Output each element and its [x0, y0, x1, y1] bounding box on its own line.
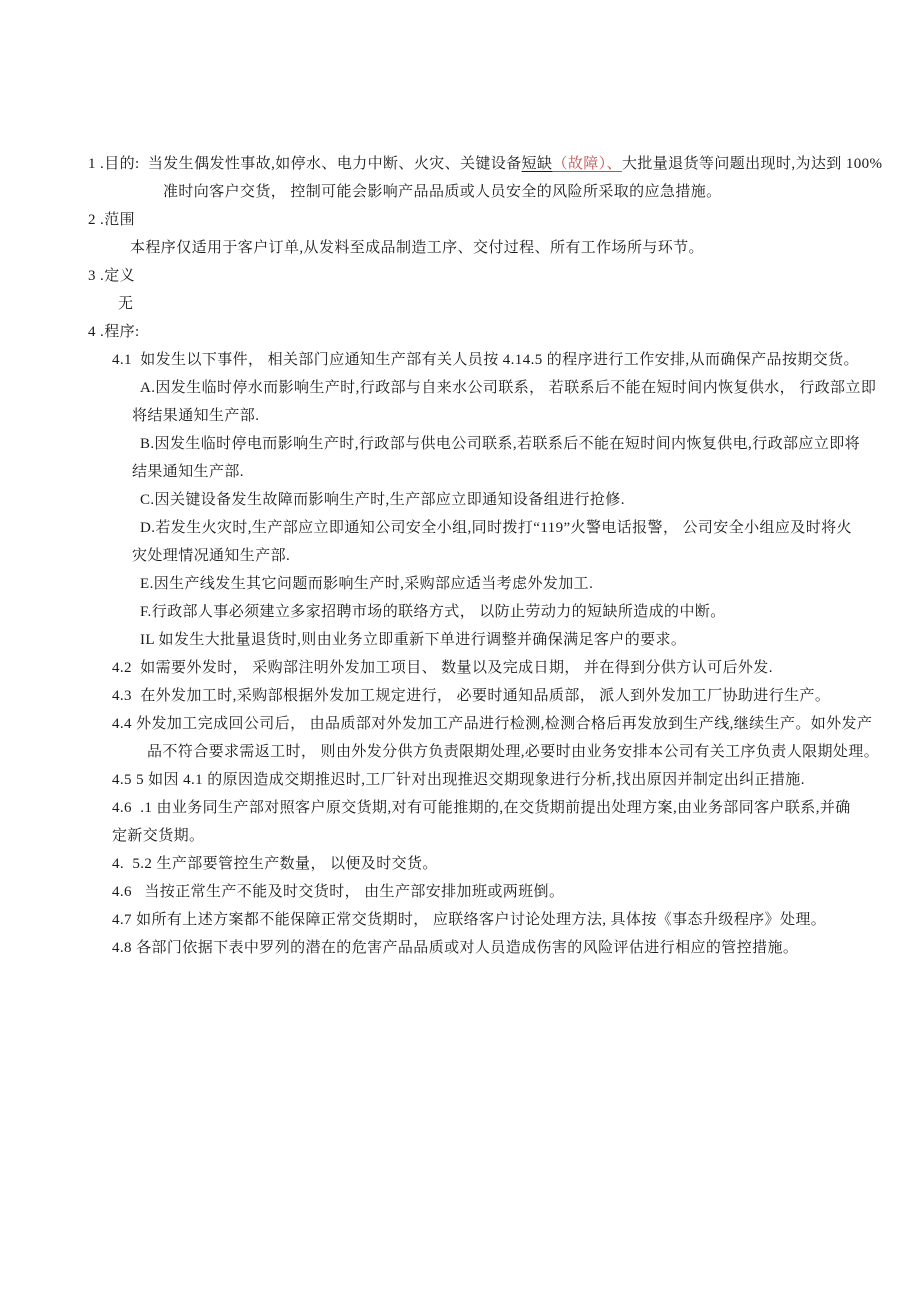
- item-4-1-d: D.若发生火灾时,生产部应立即通知公司安全小组,同时拨打“119”火警电话报警， 公司安全小组应及时将火: [140, 520, 852, 536]
- sec-4-procedure-heading: 4 .程序:: [88, 324, 140, 340]
- sec-3-definition-heading: 3 .定义: [88, 268, 136, 284]
- item-4-6: 4.6 当按正常生产不能及时交货时， 由生产部安排加班或两班倒。: [112, 884, 565, 900]
- item-4-6-1-cont: 定新交货期。: [112, 828, 205, 844]
- item-4-1-a-cont: 将结果通知生产部.: [132, 408, 260, 424]
- purpose-tail-text: 大批量退货等问题出现时,为达到 100%: [621, 156, 883, 172]
- item-4-1-a: A.因发生临时停水而影响生产时,行政部与自来水公司联系， 若联系后不能在短时间内恢复供水， 行政部立即: [140, 380, 877, 396]
- item-4-2: 4.2 如需要外发时， 采购部注明外发加工项目、 数量以及完成日期， 并在得到分供方认可后外发.: [112, 660, 773, 676]
- item-4-1-f: F.行政部人事必须建立多家招聘市场的联络方式， 以防止劳动力的短缺所造成的中断。: [140, 604, 726, 620]
- item-4-1-il: IL 如发生大批量退货时,则由业务立即重新下单进行调整并确保满足客户的要求。: [140, 632, 687, 648]
- item-4-1-b-cont: 结果通知生产部.: [132, 464, 244, 480]
- item-4-5-5: 4.5 5 如因 4.1 的原因造成交期推迟时,工厂针对出现推迟交期现象进行分析,找出原因并制定出纠正措施.: [112, 772, 805, 788]
- sec-1-purpose-heading: [0, 150, 920, 178]
- sec-3-definition-body: 无: [118, 296, 134, 312]
- item-4-3: 4.3 在外发加工时,采购部根据外发加工规定进行， 必要时通知品质部， 派人到外发加工厂协助进行生产。: [112, 688, 831, 704]
- item-4-1-e: E.因生产线发生其它问题而影响生产时,采购部应适当考虑外发加工.: [140, 576, 594, 592]
- fault-red-underlined-text: （故障）、: [552, 156, 622, 172]
- sec-1-purpose-cont: 准时向客户交货， 控制可能会影响产品品质或人员安全的风险所采取的应急措施。: [163, 184, 722, 200]
- sec-2-scope-body: 本程序仅适用于客户订单,从发料至成品制造工序、交付过程、所有工作场所与环节。: [130, 240, 704, 256]
- item-4-6-1: 4.6 .1 由业务同生产部对照客户原交货期,对有可能推期的,在交货期前提出处理方案,由业务部同客户联系,并确: [112, 800, 851, 816]
- item-4-7: 4.7 如所有上述方案都不能保障正常交货期时， 应联络客户讨论处理方法, 具体按《事态升级程序》处理。: [112, 912, 827, 928]
- item-4-4: 4.4 外发加工完成回公司后， 由品质部对外发加工产品进行检测,检测合格后再发放到生产线,继续生产。如外发产: [112, 716, 873, 732]
- item-4-1: 4.1 如发生以下事件， 相关部门应通知生产部有关人员按 4.14.5 的程序进行工作安排,从而确保产品按期交货。: [112, 352, 859, 368]
- shortage-underlined-text: 短缺: [521, 156, 553, 172]
- item-4-4-cont: 品不符合要求需返工时， 则由外发分供方负责限期处理,必要时由业务安排本公司有关工序负责人限期处理。: [147, 744, 880, 760]
- item-4-1-d-cont: 灾处理情况通知生产部.: [132, 548, 291, 564]
- item-4-5-2: 4. 5.2 生产部要管控生产数量， 以便及时交货。: [112, 856, 438, 872]
- item-4-1-b: B.因发生临时停电而影响生产时,行政部与供电公司联系,若联系后不能在短时间内恢复供电,行政部应立即将: [140, 436, 861, 452]
- purpose-lead-text: 1 .目的: 当发生偶发性事故,如停水、电力中断、火灾、关键设备: [88, 156, 522, 172]
- sec-2-scope-heading: 2 .范围: [88, 212, 136, 228]
- item-4-8: 4.8 各部门依据下表中罗列的潜在的危害产品品质或对人员造成伤害的风险评估进行相应的管控措施。: [112, 940, 799, 956]
- item-4-1-c: C.因关键设备发生故障而影响生产时,生产部应立即通知设备组进行抢修.: [140, 492, 625, 508]
